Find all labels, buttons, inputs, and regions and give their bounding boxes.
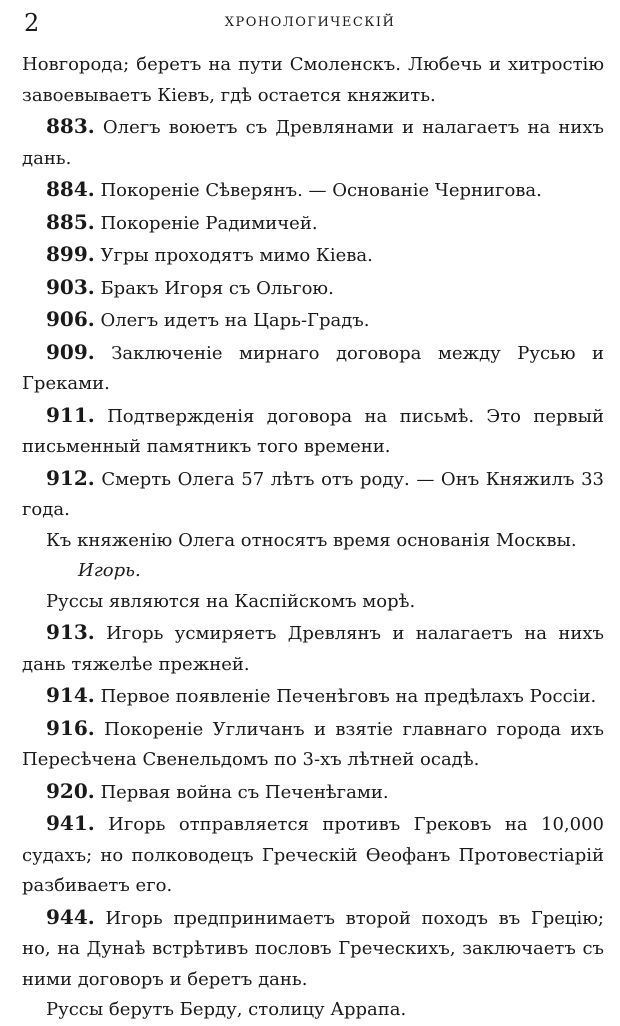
chronicle-entry [22, 304, 604, 337]
entry-text: Игорь предпринимаетъ второй походъ въ Грецію; но, на Дунаѣ встрѣтивъ пословъ Греческихъ, заключаетъ съ ними договоръ и беретъ дань. [22, 907, 604, 990]
chronicle-entry [22, 902, 604, 996]
entry-text: Новгорода; беретъ на пути Смоленскъ. Любечь и хитростію завоевываетъ Кіевъ, гдѣ остается княжить. [22, 54, 604, 106]
entry-text: Заключеніе мирнаго договора между Русью и Греками. [22, 342, 604, 394]
entry-year: 913. [46, 620, 95, 644]
entry-text: Подтвержденія договора на письмѣ. Это первый письменный памятникъ того времени. [22, 405, 604, 457]
entry-text: Первая война съ Печенѣгами. [94, 781, 389, 803]
chronicle-entry [22, 713, 604, 776]
entry-year: 885. [46, 209, 95, 234]
body-text [22, 50, 604, 1026]
entry-text: Игорь отправляется противъ Грековъ на 10,000 судахъ; но полководецъ Греческій Ѳеофанъ Протовестіарій разбиваетъ его. [22, 814, 604, 896]
chronicle-entry [22, 239, 604, 272]
entry-year: 920. [46, 778, 95, 803]
entry-text: Бракъ Игоря съ Ольгою. [94, 277, 334, 299]
entry-text: Къ княженію Олега относятъ время основанія Москвы. [46, 529, 577, 551]
entry-year: 884. [46, 177, 95, 201]
chronicle-entry [22, 808, 604, 902]
entry-text: Игорь усмиряетъ Древлянъ и налагаетъ на нихъ дань тяжелѣе прежней. [22, 623, 604, 675]
chronicle-entry [22, 272, 604, 305]
page-number: 2 [24, 9, 40, 37]
chronicle-entry [22, 400, 604, 463]
running-title: ХРОНОЛОГИЧЕСКІЙ [224, 15, 396, 30]
chronicle-entry [22, 680, 604, 713]
entry-text: Олегъ идетъ на Царь-Градъ. [94, 310, 370, 331]
entry-year: 909. [46, 339, 95, 364]
chronicle-entry [22, 776, 604, 809]
chronicle-entry [22, 174, 604, 207]
entry-text: Олегъ воюетъ съ Древлянами и налагаетъ на нихъ дань. [22, 117, 604, 169]
page-header [0, 10, 620, 36]
entry-text: Руссы берутъ Берду, столицу Аррапа. [46, 999, 407, 1020]
chronicle-entry [22, 111, 604, 174]
paragraph [22, 50, 604, 111]
entry-text: Угры проходятъ мимо Кіева. [94, 245, 373, 266]
entry-text: Смерть Олега 57 лѣтъ отъ роду. — Онъ Княжилъ 33 года. [22, 468, 604, 520]
entry-year: 914. [46, 683, 95, 707]
chronicle-entry [22, 337, 604, 400]
entry-text: Первое появленіе Печенѣговъ на предѣлахъ Россіи. [94, 686, 597, 707]
paragraph [22, 526, 604, 557]
entry-year: 916. [46, 715, 95, 740]
entry-text: Руссы являются на Каспійскомъ морѣ. [46, 590, 416, 612]
entry-year: 941. [46, 811, 95, 835]
entry-year: 899. [46, 242, 95, 266]
entry-text: Покореніе Угличанъ и взятіе главнаго города ихъ Пересѣчена Свенельдомъ по 3-хъ лѣтней осадѣ. [22, 718, 604, 770]
paragraph [22, 587, 604, 618]
entry-text: Покореніе Сѣверянъ. — Основаніе Чернигова. [94, 180, 542, 201]
section-heading: Игорь. [78, 560, 141, 581]
paragraph [22, 995, 604, 1026]
entry-year: 906. [46, 307, 95, 331]
entry-year: 903. [46, 274, 95, 299]
entry-year: 944. [46, 904, 95, 929]
chronicle-entry [22, 617, 604, 680]
entry-year: 883. [46, 114, 95, 138]
chronicle-entry [22, 463, 604, 526]
entry-year: 912. [46, 465, 95, 490]
entry-year: 911. [46, 402, 95, 427]
entry-text: Покореніе Радимичей. [94, 212, 318, 234]
chronicle-entry [22, 207, 604, 240]
